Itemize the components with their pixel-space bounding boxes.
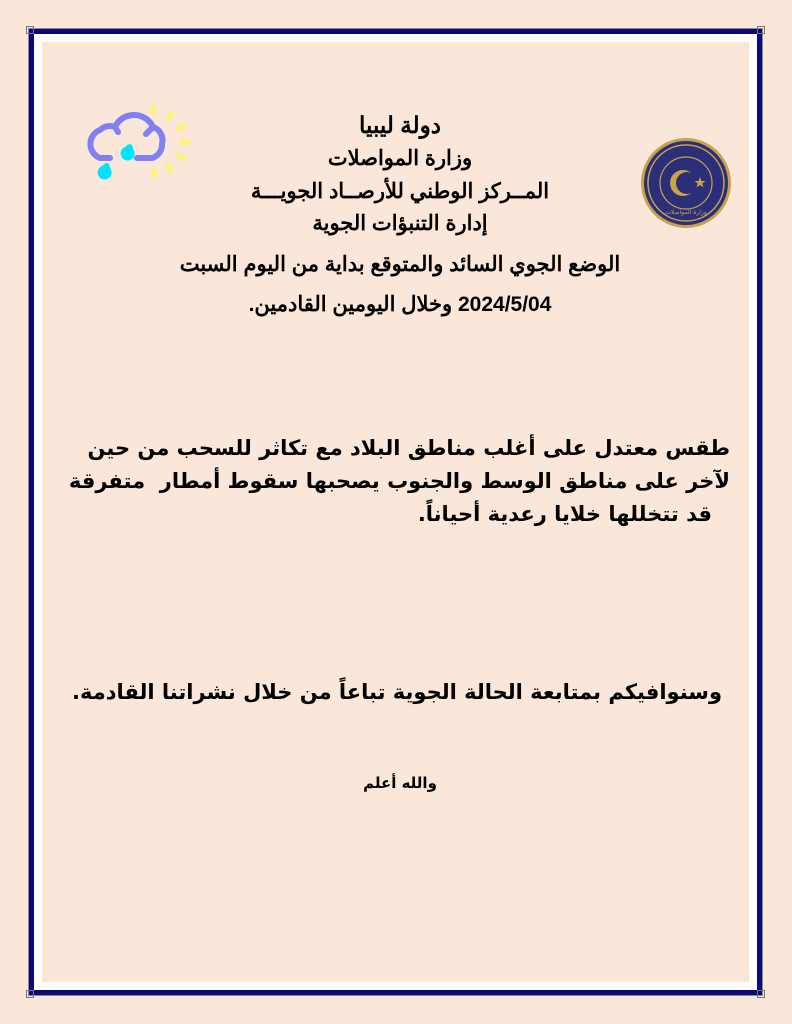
border-corner-br bbox=[757, 990, 765, 998]
header-department: إدارة التنبؤات الجوية bbox=[312, 212, 488, 235]
border-corner-tr bbox=[757, 26, 765, 34]
forecast-line-1: طقس معتدل على أغلب مناطق البلاد مع تكاثر للسحب من حين bbox=[87, 436, 730, 460]
header-ministry: وزارة المواصلات bbox=[327, 147, 473, 170]
ministry-of-transport-seal-icon bbox=[640, 137, 732, 229]
forecast-line-3: قد تتخللها خلايا رعدية أحياناً. bbox=[417, 502, 712, 526]
bulletin-date: 2024/5/04 وخلال اليومين القادمين. bbox=[248, 293, 552, 316]
signoff: والله أعلم bbox=[363, 774, 437, 792]
forecast-line-2: لآخر على مناطق الوسط والجنوب يصحبها سقوط أمطار متفرقة bbox=[68, 469, 730, 493]
border-corner-tl bbox=[26, 26, 34, 34]
svg-text:وزارة المواصلات: وزارة المواصلات bbox=[665, 209, 707, 216]
followup-note: وسنوافيكم بمتابعة الحالة الجوية تباعاً من خلال نشراتنا القادمة. bbox=[72, 680, 722, 704]
border-corner-bl bbox=[26, 990, 34, 998]
header-country: دولة ليبيا bbox=[359, 112, 441, 138]
header-center: المــركز الوطني للأرصــاد الجويـــة bbox=[250, 180, 550, 203]
bulletin-title: الوضع الجوي السائد والمتوقع بداية من اليوم السبت bbox=[179, 253, 621, 276]
